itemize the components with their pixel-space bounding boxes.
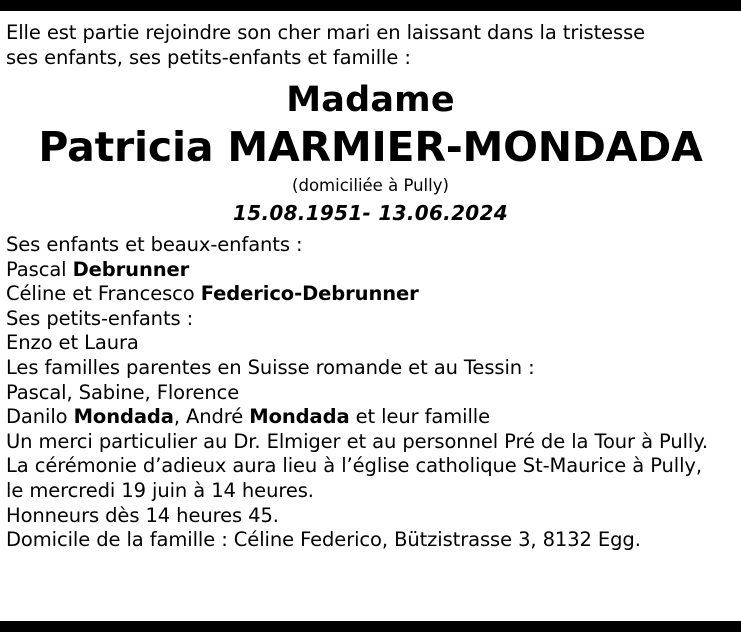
line-emphasis: Mondada	[73, 405, 174, 429]
line-text: Danilo	[6, 405, 74, 429]
notice-line: La cérémonie d’adieux aura lieu à l’église catholique St-Maurice à Pully,	[6, 454, 702, 478]
notice-line: Ses enfants et beaux-enfants :	[6, 233, 303, 256]
line-text: Pascal	[6, 257, 73, 281]
notice-line	[6, 405, 735, 430]
notice-line: le mercredi 19 juin à 14 heures.	[6, 478, 314, 502]
title-block	[6, 79, 735, 226]
notice-line: Les familles parentes en Suisse romande et au Tessin :	[6, 355, 535, 379]
title-honorific: Madame	[286, 80, 455, 120]
line-emphasis: Mondada	[249, 405, 350, 429]
line-text: , André	[173, 405, 250, 429]
lead-line-2: ses enfants, ses petits-enfants et famille :	[6, 46, 411, 69]
notice-line	[6, 258, 735, 283]
family-lines	[6, 233, 735, 553]
line-emphasis: Debrunner	[72, 257, 190, 281]
deceased-domicile: (domiciliée à Pully)	[292, 176, 449, 195]
bottom-rule	[0, 621, 741, 632]
notice-line	[6, 282, 735, 307]
notice-line: Enzo et Laura	[6, 331, 139, 355]
top-rule	[0, 0, 741, 11]
notice-line: Pascal, Sabine, Florence	[6, 380, 240, 404]
lead-paragraph	[6, 20, 735, 70]
line-emphasis: Federico-Debrunner	[200, 282, 419, 306]
line-text: et leur famille	[349, 405, 490, 429]
notice-line: Honneurs dès 14 heures 45.	[6, 503, 279, 527]
notice-line: Un merci particulier au Dr. Elmiger et au personnel Pré de la Tour à Pully.	[6, 429, 708, 453]
notice-body	[0, 11, 741, 621]
lead-line-1: Elle est partie rejoindre son cher mari en laissant dans la tristesse	[6, 21, 646, 44]
notice-line: Domicile de la famille : Céline Federico, Bützistrasse 3, 8132 Egg.	[6, 528, 641, 552]
line-text: Céline et Francesco	[6, 282, 201, 306]
notice-line: Ses petits-enfants :	[6, 306, 194, 330]
life-dates: 15.08.1951- 13.06.2024	[233, 201, 508, 225]
deceased-name: Patricia MARMIER-MONDADA	[38, 123, 703, 171]
